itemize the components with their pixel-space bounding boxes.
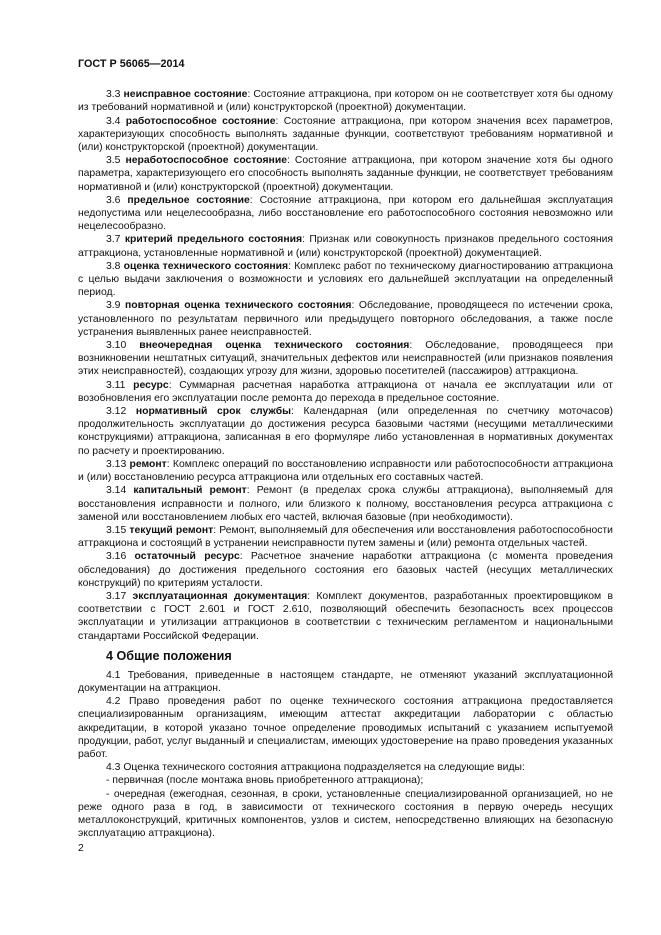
paragraph: 4.2 Право проведения работ по оценке технического состояния аттракциона предоставляется специализированным организациям, имеющим аттестат аккредитации лаборатории с областью аккредитации, в которой указано точное определение проводимых испытаний с указанием испытуемой продукции, работ, услуг выданный и специалистам, имеющих удостоверение на право проведения указанных работ.: [78, 696, 613, 760]
document-page: [78, 58, 613, 856]
paragraph: 4.3 Оценка технического состояния аттракциона подразделяется на следующие виды:: [106, 762, 525, 774]
document-header: ГОСТ Р 56065—2014: [78, 58, 185, 70]
term-paragraph: 3.17 эксплуатационная документация: Комплект документов, разработанных проектировщиком в соответствии с ГОСТ 2.601 и ГОСТ 2.610, позволяющий обеспечить безопасность всех процессов эксплуатации и утилизации аттракционов в соответствии с техническим регламентом и национальными стандартами Российской Федерации.: [78, 590, 614, 642]
term-paragraph: 3.3 неисправное состояние: Состояние аттракциона, при котором он не соответствует хотя бы одному из требований нормативной и (или) конструкторской (проектной) документации.: [78, 89, 614, 114]
term-paragraph: 3.10 внеочередная оценка технического состояния: Обследование, проводящееся при возникновении нештатных ситуаций, значительных дефектов или неисправностей (или признаков появления этих неисправностей), создающих угрозу для жизни, здоровью посетителей (пассажиров) аттракциона.: [78, 340, 614, 378]
term-paragraph: 3.11 ресурс: Суммарная расчетная наработка аттракциона от начала ее эксплуатации или от возобновления его эксплуатации после ремонта до перехода в предельное состояние.: [78, 379, 614, 404]
list-item: - очередная (ежегодная, сезонная, в сроки, установленные специализированной организацией, но не реже одного раза в год, в зависимости от технического состояния в первую очередь несущих металлоконструкций, критичных компонентов, узлов и систем, непосредственно влияющих на безопасную эксплуатацию аттракциона).: [78, 788, 613, 840]
term-paragraph: 3.13 ремонт: Комплекс операций по восстановлению исправности или работоспособности аттракциона и (или) восстановлению ресурса аттракциона или отдельных его составных частей.: [78, 458, 613, 484]
term-paragraph: 3.14 капитальный ремонт: Ремонт (в пределах срока службы аттракциона), выполняемый для восстановления исправности и полного, или близкого к полному, восстановления ресурса аттракциона с заменой или восстановлением любых его частей, включая базовые (при необходимости).: [78, 485, 614, 523]
term-paragraph: 3.5 неработоспособное состояние: Состояние аттракциона, при котором значение хотя бы одного параметра, характеризующего его способность выполнять заданные функции, не соответствует требованиям нормативной и (или) конструкторской (проектной) документации.: [78, 155, 614, 193]
term-paragraph: 3.8 оценка технического состояния: Комплекс работ по техническому диагностированию аттракциона с целью выдачи заключения о возможности и условиях его дальнейшей эксплуатации на определенный период.: [78, 260, 613, 299]
term-paragraph: 3.9 повторная оценка технического состояния: Обследование, проводящееся по истечении срока, установленного по результатам первичного или предыдущего повторного обследования, а также после устранения выявленных ранее неисправностей.: [78, 300, 614, 338]
term-paragraph: 3.12 нормативный срок службы: Календарная (или определенная по счетчику моточасов) продолжительность эксплуатации до достижения ресурса базовыми частями (несущими металлическими конструкциями) аттракциона, записанная в его формуляре либо установленная в нормативных документах по расчету и проектированию.: [78, 406, 614, 457]
term-paragraph: 3.16 остаточный ресурс: Расчетное значение наработки аттракциона (с момента проведения обследования) до достижения предельного состояния его базовых частей (несущих металлических конструкций) по критериям усталости.: [78, 551, 613, 589]
list-item: - первичная (после монтажа вновь приобретенного аттракциона);: [106, 775, 424, 787]
page-number: 2: [78, 843, 84, 855]
term-paragraph: 3.15 текущий ремонт: Ремонт, выполняемый для обеспечения или восстановления работоспособности аттракциона и состоящий в устранении неисправности путем замены и (или) ремонта отдельных частей.: [78, 524, 613, 550]
paragraph: 4.1 Требования, приведенные в настоящем стандарте, не отменяют указаний эксплуатационной документации на аттракцион.: [78, 669, 613, 694]
section-title: 4 Общие положения: [106, 648, 232, 663]
term-paragraph: 3.4 работоспособное состояние: Состояние аттракциона, при котором значения всех параметров, характеризующих способность выполнять заданные функции, соответствуют требованиям нормативной и (или) конструкторской (проектной) документации.: [78, 115, 614, 154]
terms-list: [78, 88, 613, 643]
general-provisions: [78, 669, 613, 841]
term-paragraph: 3.6 предельное состояние: Состояние аттракциона, при котором его дальнейшая эксплуатация недопустима или нецелесообразна, либо восстановление его работоспособного состояния невозможно или нецелесообразно.: [78, 194, 614, 233]
term-paragraph: 3.7 критерий предельного состояния: Признак или совокупность признаков предельного состояния аттракциона, установленные нормативной и (или) конструкторской (проектной) документацией.: [78, 234, 614, 259]
